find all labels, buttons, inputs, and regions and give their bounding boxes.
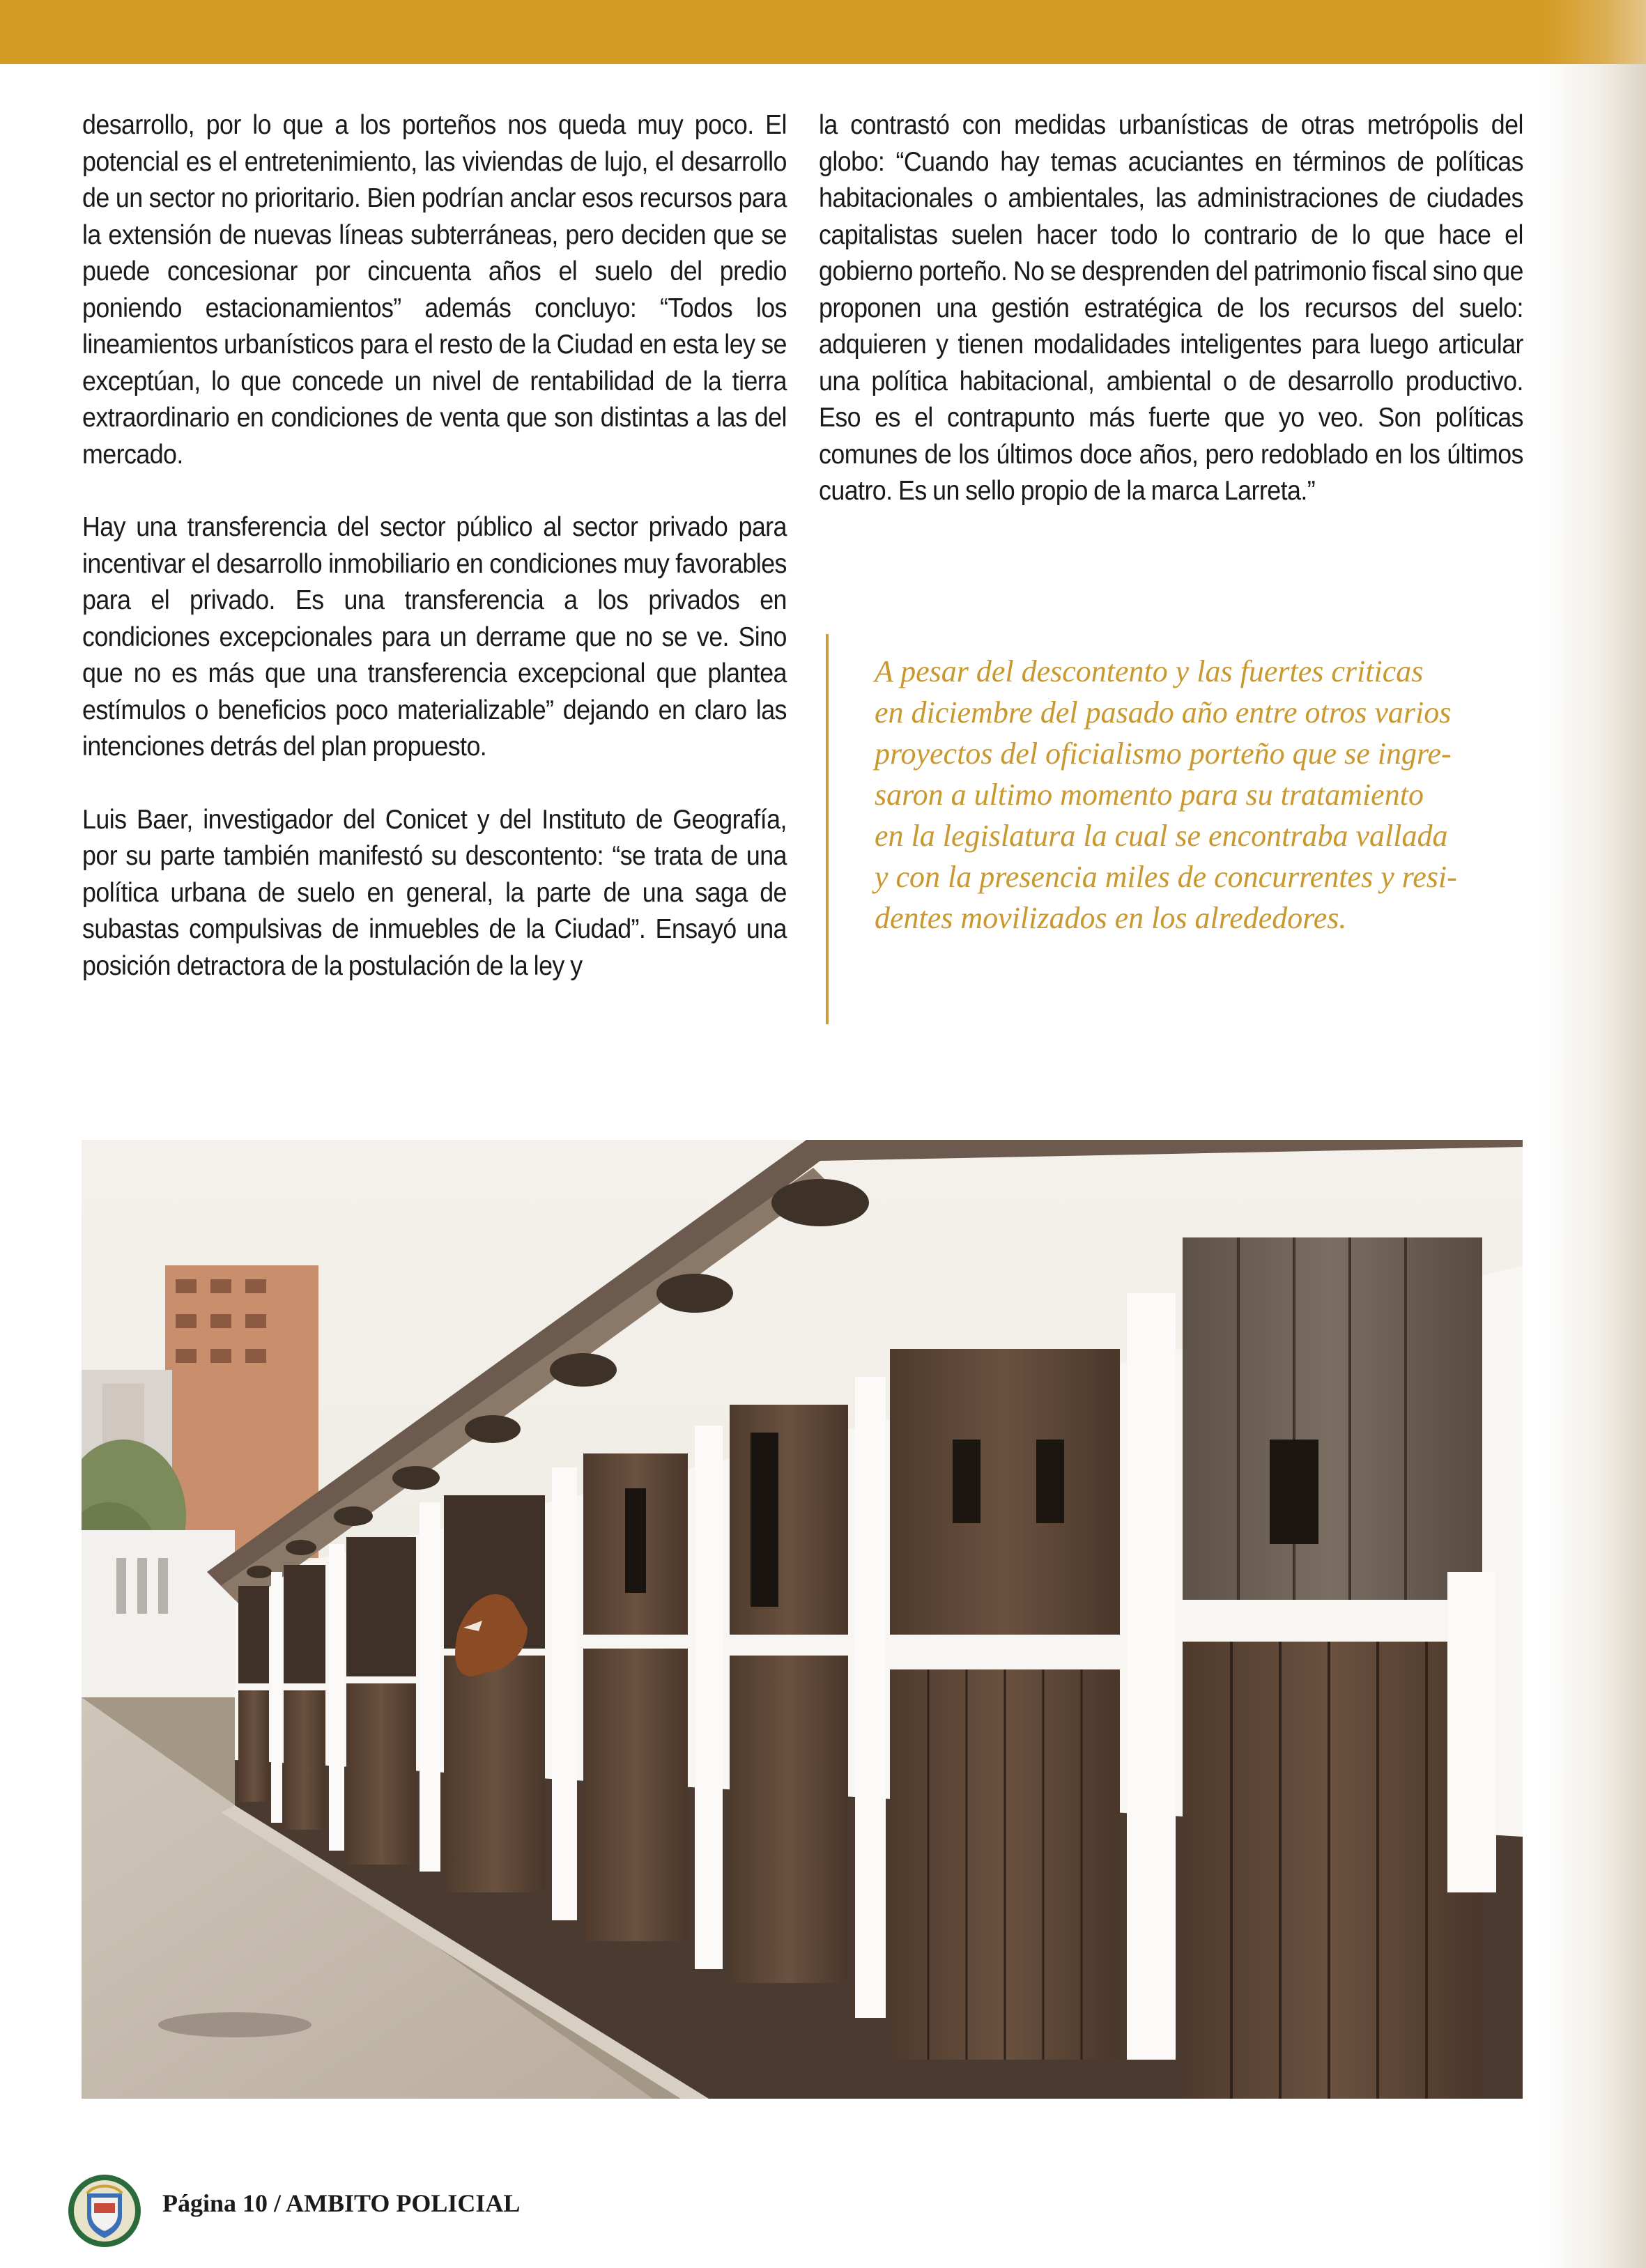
horse-stables-photo [82,1140,1523,2099]
pull-quote: A pesar del descontento y las fuertes criticas en diciembre del pasado año entre otros varios proyectos del oficialismo porteño que se ingre- saron a ultimo momento para su tratamiento en la legislatura la cual se encontraba vallada y con la presencia miles de concurrentes y resi- dentes movilizados en los alrededores. [875,654,1457,935]
article-column-left [82,107,787,1021]
top-color-band [0,0,1646,64]
article-paragraph: la contrastó con medidas urbanísticas de otras metrópolis del globo: “Cuando hay temas acuciantes en términos de políticas habitacionales o ambientales, las administraciones de ciudades capitalistas suelen hacer todo lo contrario de lo que hace el gobierno porteño. No se desprenden del patrimonio fiscal sino que proponen una gestión estratégica de los recursos del suelo: adquieren y tienen modalidades inteligentes para luego articular una política habitacional, ambiental o de desarrollo productivo. Eso es el contrapunto más fuerte que yo veo. Son políticas comunes de los últimos doce años, pero redoblado en los últimos cuatro. Es un sello propio de la marca Larreta.” [819,110,1523,506]
police-seal-icon [66,2173,143,2249]
article-paragraph: desarrollo, por lo que a los porteños nos queda muy poco. El potencial es el entretenimiento, las viviendas de lujo, el desarrollo de un sector no prioritario. Bien podrían anclar esos recursos para la extensión de nuevas líneas subterráneas, pero deciden que se puede concesionar por cincuenta años el suelo del predio poniendo estacionamientos” además concluyo: “Todos los lineamientos urbanísticos para el resto de la Ciudad en esta ley se exceptúan, lo que concede un nivel de rentabilidad de la tierra extraordinario en condiciones de venta que son distintas a las del mercado. [82,110,787,470]
page-edge-shadow [1541,0,1646,2268]
article-paragraph: Hay una transferencia del sector público al sector privado para incentivar el desarrollo inmobiliario en condiciones muy favorables para el privado. Es una transferencia a los privados en condiciones excepcionales para un derrame que no se ve. Sino que no es más que una transferencia excepcional que plantea estímulos o beneficios poco materializable” dejando en claro las intenciones detrás del plan propuesto. [82,512,787,762]
article-column-right [819,107,1523,546]
page-edge-band [1541,0,1646,64]
pull-quote-rule [826,634,829,1024]
stables-illustration [82,1140,1523,2099]
page-number-label: Página 10 / AMBITO POLICIAL [162,2189,521,2217]
article-paragraph: Luis Baer, investigador del Conicet y del Instituto de Geografía, por su parte también manifestó su descontento: “se trata de una política urbana de suelo en general, la parte de una saga de subastas compulsivas de inmuebles de la Ciudad”. Ensayó una posición detractora de la postulación de la ley y [82,804,787,981]
